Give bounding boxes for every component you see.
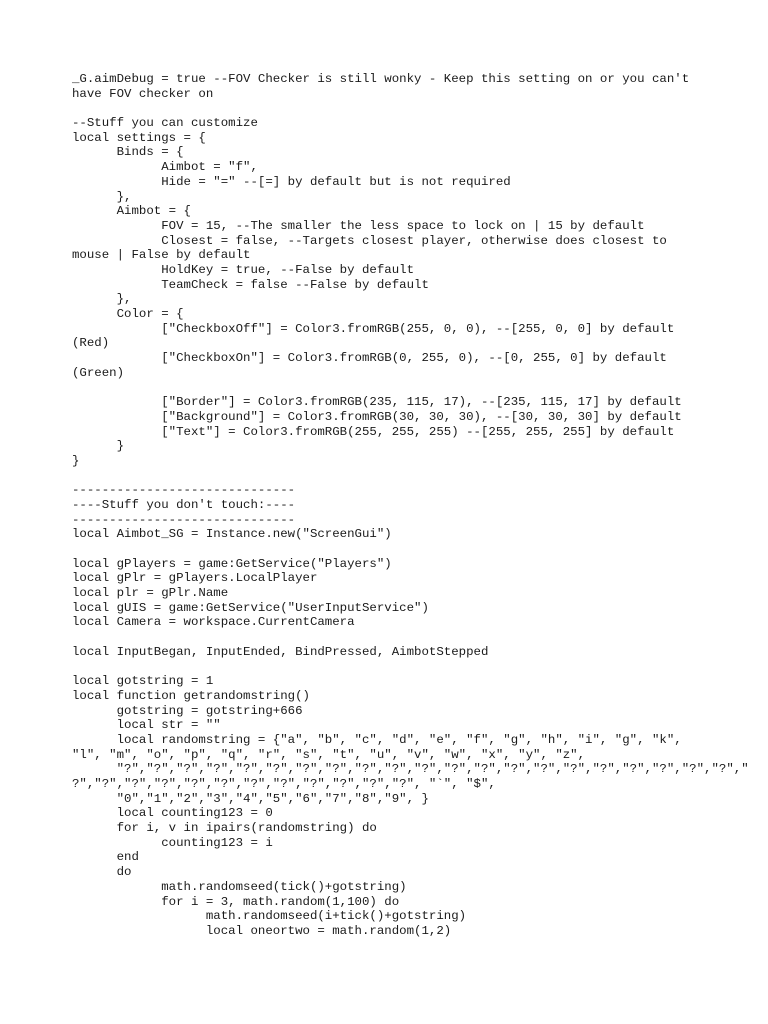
code-line: local settings = { — [72, 130, 206, 145]
code-line: local str = "" — [72, 718, 221, 733]
code-line: local oneortwo = math.random(1,2) — [72, 923, 452, 938]
code-line: FOV = 15, --The smaller the less space to lock on | 15 by default — [72, 218, 645, 233]
code-line: HoldKey = true, --False by default — [72, 262, 415, 277]
code-line: ----Stuff you don't touch:---- — [72, 497, 296, 512]
code-line: Color = { — [72, 307, 184, 321]
code-line: ["CheckboxOff"] = Color3.fromRGB(255, 0, 0), --[255, 0, 0] by default — [72, 321, 675, 336]
code-line: "?","?","?","?","?","?","?","?","?","?","?","?","?","?","?","?","?","?","?","?","?"," — [72, 762, 749, 777]
code-line: for i, v in ipairs(randomstring) do — [72, 821, 377, 836]
code-line: ["Background"] = Color3.fromRGB(30, 30, 30), --[30, 30, 30] by default — [72, 409, 682, 424]
code-line: ["Border"] = Color3.fromRGB(235, 115, 17), --[235, 115, 17] by default — [72, 395, 682, 410]
code-line: local randomstring = {"a", "b", "c", "d", "e", "f", "g", "h", "i", "g", "k", — [72, 732, 682, 747]
code-line: gotstring = gotstring+666 — [72, 703, 303, 718]
code-line — [72, 469, 712, 484]
code-line: }, — [72, 292, 132, 307]
code-line: --Stuff you can customize — [72, 116, 258, 131]
code-listing — [72, 72, 749, 939]
code-line: local Camera = workspace.CurrentCamera — [72, 615, 355, 630]
code-line: "0","1","2","3","4","5","6","7","8","9", } — [72, 791, 429, 806]
code-line: Binds = { — [72, 145, 184, 160]
code-line: mouse | False by default — [72, 248, 251, 263]
code-line: local function getrandomstring() — [72, 688, 310, 703]
code-line: local InputBegan, InputEnded, BindPressed, AimbotStepped — [72, 644, 489, 659]
code-line — [72, 542, 712, 557]
code-line: math.randomseed(i+tick()+gotstring) — [72, 909, 467, 924]
code-line: do — [72, 865, 132, 880]
code-line: ------------------------------ — [72, 512, 296, 527]
code-line: (Red) — [72, 336, 110, 351]
code-line: end — [72, 850, 139, 865]
code-line: Aimbot = "f", — [72, 160, 258, 175]
code-line: have FOV checker on — [72, 86, 214, 101]
code-line: }, — [72, 189, 132, 204]
code-line — [72, 101, 712, 116]
code-line: Hide = "=" --[=] by default but is not required — [72, 174, 511, 189]
code-line: local gUIS = game:GetService("UserInputService") — [72, 600, 429, 615]
code-line — [72, 630, 712, 645]
code-line: } — [72, 453, 80, 468]
code-line: TeamCheck = false --False by default — [72, 277, 429, 292]
code-line: ?","?","?","?","?","?","?","?","?","?","?","?", "`", "$", — [72, 777, 496, 791]
code-line: _G.aimDebug = true --FOV Checker is still wonky - Keep this setting on or you can't — [72, 72, 690, 86]
code-line: } — [72, 439, 125, 454]
code-line: ["CheckboxOn"] = Color3.fromRGB(0, 255, 0), --[0, 255, 0] by default — [72, 351, 667, 366]
code-line: Aimbot = { — [72, 204, 191, 219]
code-line: local gPlayers = game:GetService("Players") — [72, 556, 392, 571]
code-line: "l", "m", "o", "p", "q", "r", "s", "t", "u", "v", "w", "x", "y", "z", — [72, 747, 586, 762]
code-line: (Green) — [72, 365, 125, 380]
code-line: ["Text"] = Color3.fromRGB(255, 255, 255) --[255, 255, 255] by default — [72, 424, 675, 439]
code-line: counting123 = i — [72, 835, 273, 850]
code-line: Closest = false, --Targets closest player, otherwise does closest to — [72, 233, 667, 248]
code-line: local counting123 = 0 — [72, 806, 273, 821]
code-line: ------------------------------ — [72, 483, 296, 498]
code-line: local gPlr = gPlayers.LocalPlayer — [72, 571, 318, 586]
code-line: local plr = gPlr.Name — [72, 586, 229, 601]
code-line — [72, 660, 712, 675]
code-line: local gotstring = 1 — [72, 674, 214, 689]
code-line: local Aimbot_SG = Instance.new("ScreenGui") — [72, 527, 392, 542]
code-line: math.randomseed(tick()+gotstring) — [72, 879, 407, 894]
code-line: for i = 3, math.random(1,100) do — [72, 894, 400, 909]
code-line — [72, 380, 712, 395]
